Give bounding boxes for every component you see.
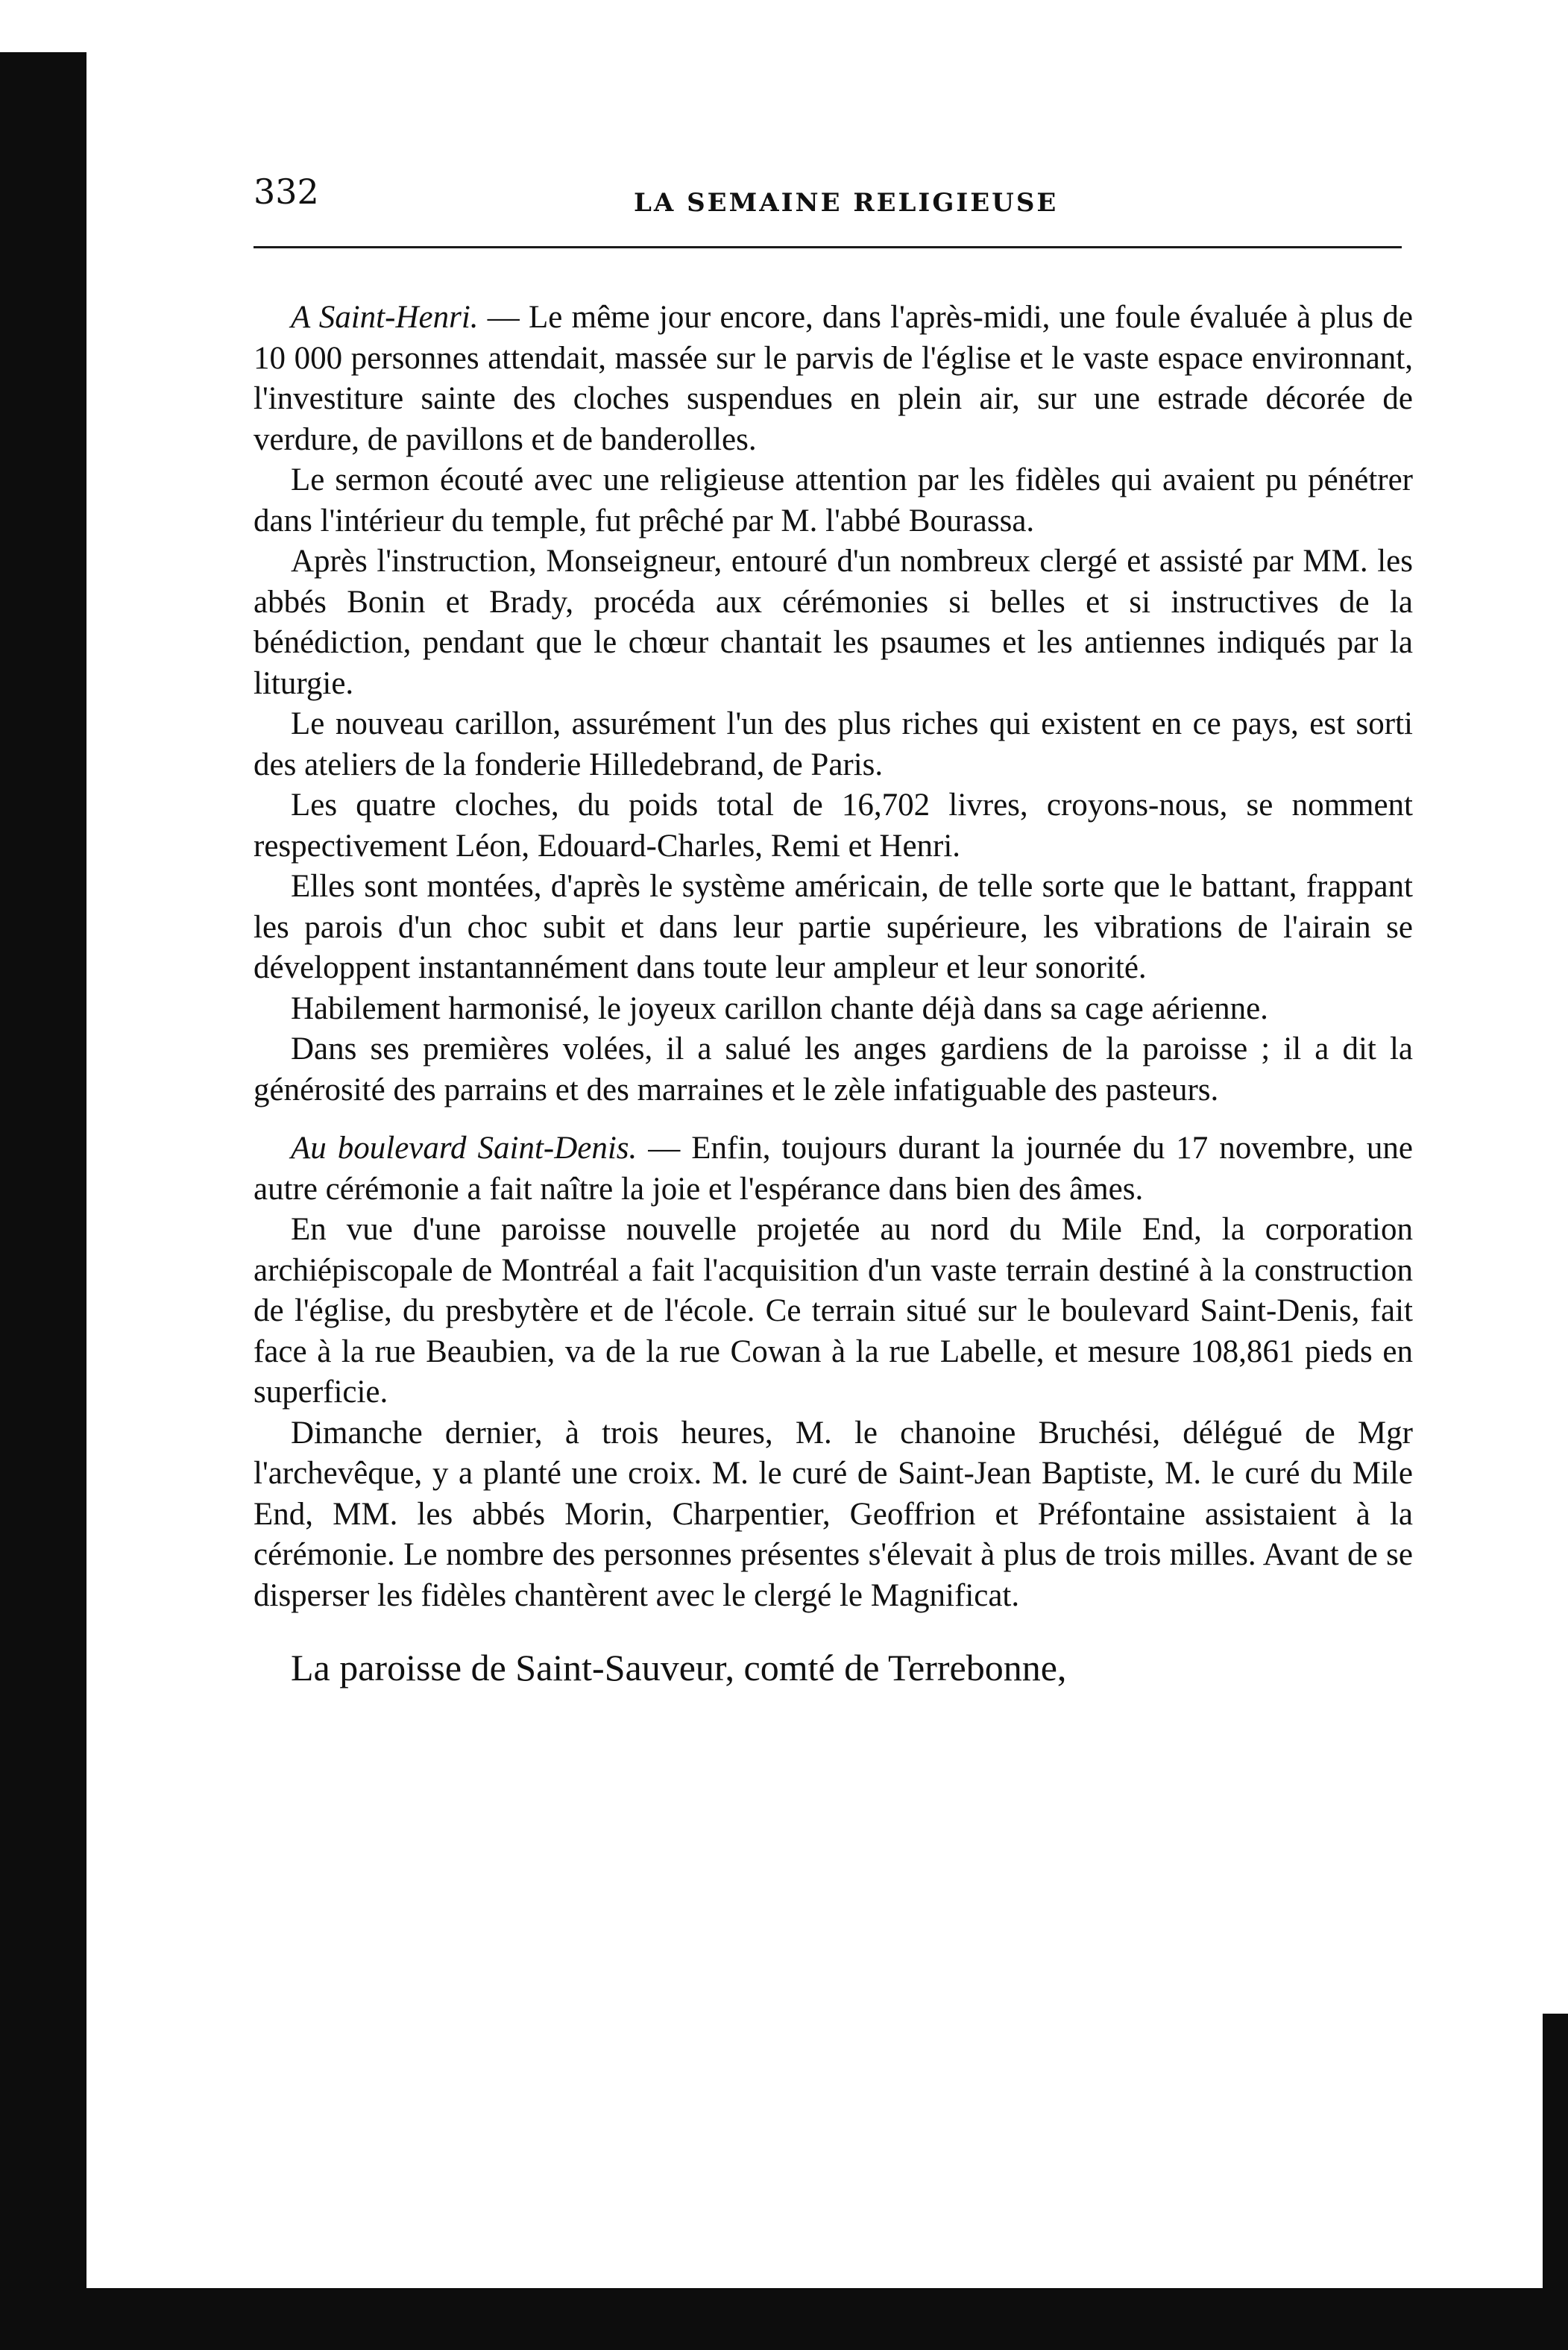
paragraph-text: Après l'instruction, Monseigneur, entouré d'un nombreux clergé et assisté par MM. les abbés Bonin et Brady, procéda aux cérémonies si belles et si instructives de la bénédiction, pendant que le chœur chantait les psaumes et les antiennes indiqués par la liturgie. — [254, 544, 1413, 701]
scan-border-bottom — [86, 2288, 1568, 2350]
section-lead: Au boulevard Saint-Denis. — [291, 1131, 637, 1166]
paragraph-text: Les quatre cloches, du poids total de 16,702 livres, croyons-nous, se nomment respectivement Léon, Edouard-Charles, Remi et Henri. — [254, 788, 1413, 864]
running-head — [254, 172, 1417, 224]
paragraph-text: En vue d'une paroisse nouvelle projetée au nord du Mile End, la corporation archiépiscopale de Montréal a fait l'acquisition d'un vaste terrain destiné à la construction de l'église, du presbytère et de l'école. Ce terrain situé sur le boulevard Saint-Denis, fait face à la rue Beaubien, va de la rue Cowan à la rue Labelle, et mesure 108,861 pieds en superficie. — [254, 1212, 1413, 1410]
header-title: LA SEMAINE RELIGIEUSE — [634, 188, 1059, 218]
section-lead: A Saint-Henri. — [291, 300, 479, 335]
paragraph — [254, 989, 1413, 1030]
paragraph-boulevard-saint-denis — [254, 1128, 1413, 1210]
document-page — [254, 172, 1417, 1727]
paragraph — [254, 1029, 1413, 1110]
paragraph — [254, 460, 1413, 541]
paragraph — [254, 785, 1413, 867]
paragraph-text: Habilement harmonisé, le joyeux carillon chante déjà dans sa cage aérienne. — [291, 990, 1268, 1026]
paragraph — [254, 1210, 1413, 1413]
page-number: 332 — [254, 172, 319, 212]
paragraph — [254, 1413, 1413, 1617]
paragraph — [254, 541, 1413, 704]
article-body — [254, 298, 1413, 1616]
paragraph-saint-henri — [254, 298, 1413, 460]
paragraph-text: Le nouveau carillon, assurément l'un des plus riches qui existent en ce pays, est sorti des ateliers de la fonderie Hilledebrand, de Paris. — [254, 706, 1413, 782]
paragraph-text: Dans ses premières volées, il a salué les anges gardiens de la paroisse ; il a dit la générosité des parrains et des marraines et le zèle infatiguable des pasteurs. — [254, 1031, 1413, 1108]
paragraph — [254, 704, 1413, 785]
section-heading-saint-sauveur: La paroisse de Saint-Sauveur, comté de Terrebonne, — [291, 1647, 1067, 1688]
paragraph-text: — Le même jour encore, dans l'après-midi, une foule évaluée à plus de 10 000 personnes attendait, massée sur le parvis de l'église et le vaste espace environnant, l'investiture sainte des cloches suspendues en plein air, sur une estrade décorée de verdure, de pavillons et de banderolles. — [254, 300, 1413, 457]
paragraph-text: Dimanche dernier, à trois heures, M. le chanoine Bruchési, délégué de Mgr l'archevêque, y a planté une croix. M. le curé de Saint-Jean Baptiste, M. le curé du Mile End, MM. les abbés Morin, Charpentier, Geoffrion et Préfontaine assistaient à la cérémonie. Le nombre des personnes présentes s'élevait à plus de trois milles. Avant de se disperser les fidèles chantèrent avec le clergé le Magnificat. — [254, 1415, 1413, 1613]
paragraph-text: — Enfin, toujours durant la journée du 17 novembre, une autre cérémonie a fait naître la joie et l'espérance dans bien des âmes. — [254, 1131, 1413, 1207]
paragraph-text: Elles sont montées, d'après le système américain, de telle sorte que le battant, frappant les parois d'un choc subit et dans leur partie supérieure, les vibrations de l'airain se développent instantannément dans toute leur ampleur et leur sonorité. — [254, 869, 1413, 985]
paragraph-text: Le sermon écouté avec une religieuse attention par les fidèles qui avaient pu pénétrer dans l'intérieur du temple, fut prêché par M. l'abbé Bourassa. — [254, 462, 1413, 538]
header-rule — [254, 246, 1402, 248]
scan-border-right — [1543, 2014, 1568, 2288]
paragraph — [254, 867, 1413, 989]
scan-border-left — [0, 52, 86, 2350]
